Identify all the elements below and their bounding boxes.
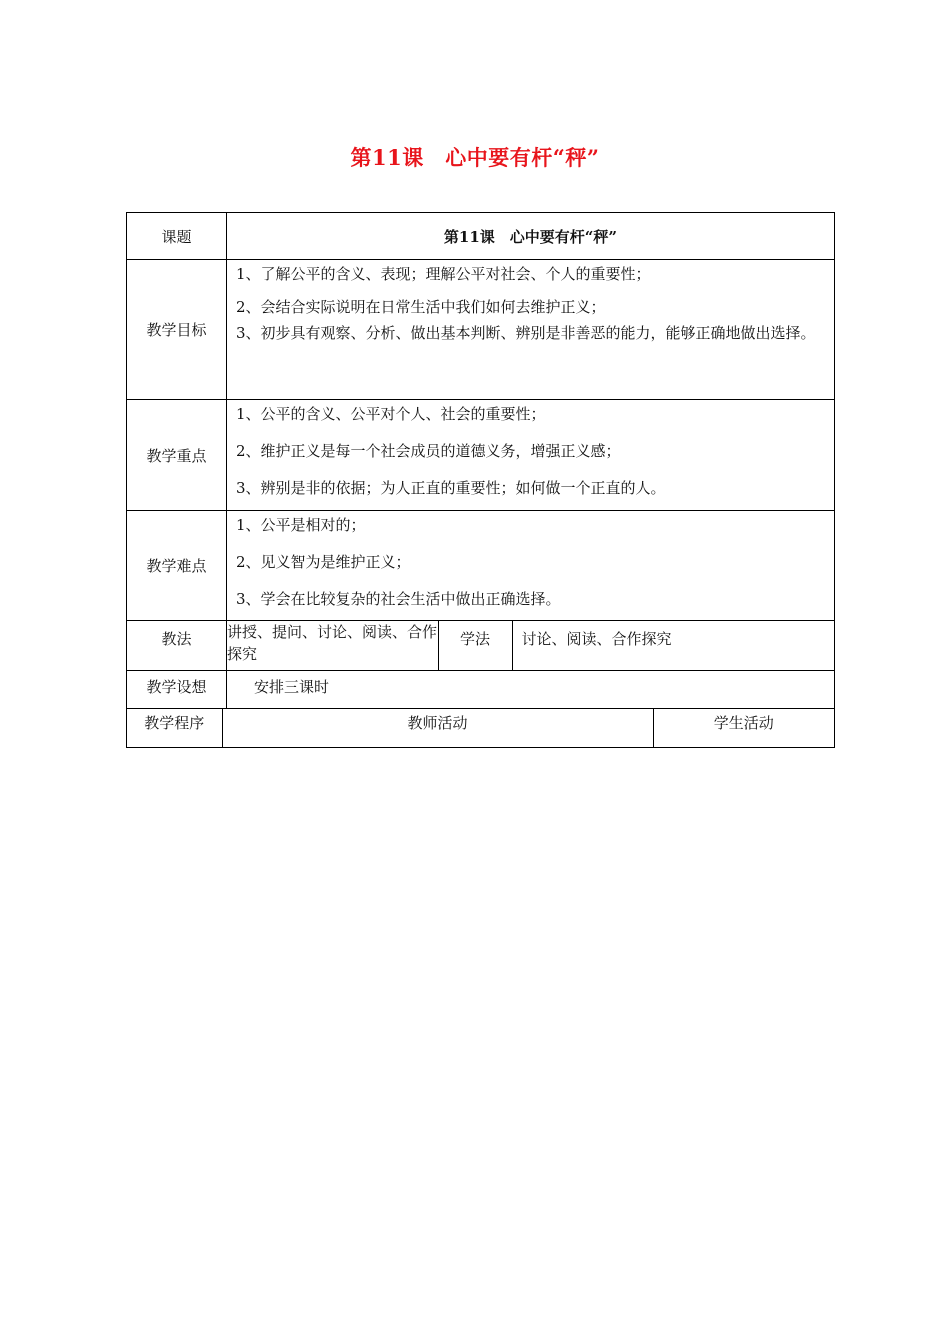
page-title: 第11课 心中要有杆“秤” (350, 145, 600, 170)
difficulty-item: 2、见义智为是维护正义； (236, 553, 411, 571)
difficulties-content (227, 511, 835, 621)
teaching-method-value: 讲授、提问、讨论、阅读、合作探究 (227, 623, 438, 663)
objective-item: 3、初步具有观察、分析、做出基本判断、辨别是非善恶的能力，能够正确地做出选择。 (236, 324, 816, 342)
student-activity-header: 学生活动 (653, 709, 834, 747)
procedure-row (127, 709, 835, 748)
difficulties-row (127, 511, 835, 621)
methods-content (227, 621, 835, 671)
methods-row (127, 621, 835, 671)
lesson-plan-table (126, 212, 835, 748)
key-points-label: 教学重点 (127, 400, 227, 511)
objective-item: 2、会结合实际说明在日常生活中我们如何去维护正义； (236, 298, 606, 316)
teaching-method-label: 教法 (127, 621, 227, 671)
difficulty-item: 3、学会在比较复杂的社会生活中做出正确选择。 (236, 590, 561, 608)
learning-method-value: 讨论、阅读、合作探究 (512, 621, 834, 670)
key-point-item: 2、维护正义是每一个社会成员的道德义务，增强正义感； (236, 442, 621, 460)
procedure-content (127, 709, 835, 748)
design-value: 安排三课时 (227, 671, 835, 709)
objectives-content (227, 260, 835, 400)
objectives-row (127, 260, 835, 400)
difficulty-item: 1、公平是相对的； (236, 516, 366, 534)
key-points-content (227, 400, 835, 511)
key-point-item: 1、公平的含义、公平对个人、社会的重要性； (236, 405, 546, 423)
key-points-row (127, 400, 835, 511)
objectives-label: 教学目标 (127, 260, 227, 400)
procedure-inner-table (127, 709, 834, 747)
topic-value: 第11课 心中要有杆“秤” (227, 213, 835, 260)
design-label: 教学设想 (127, 671, 227, 709)
objective-item: 1、了解公平的含义、表现；理解公平对社会、个人的重要性； (236, 265, 651, 283)
methods-inner-table (227, 621, 834, 670)
learning-method-label: 学法 (438, 621, 512, 670)
design-row (127, 671, 835, 709)
topic-row (127, 213, 835, 260)
difficulties-label: 教学难点 (127, 511, 227, 621)
teacher-activity-header: 教师活动 (222, 709, 653, 747)
topic-label: 课题 (127, 213, 227, 260)
key-point-item: 3、辨别是非的依据；为人正直的重要性；如何做一个正直的人。 (236, 479, 666, 497)
procedure-label: 教学程序 (144, 714, 205, 732)
